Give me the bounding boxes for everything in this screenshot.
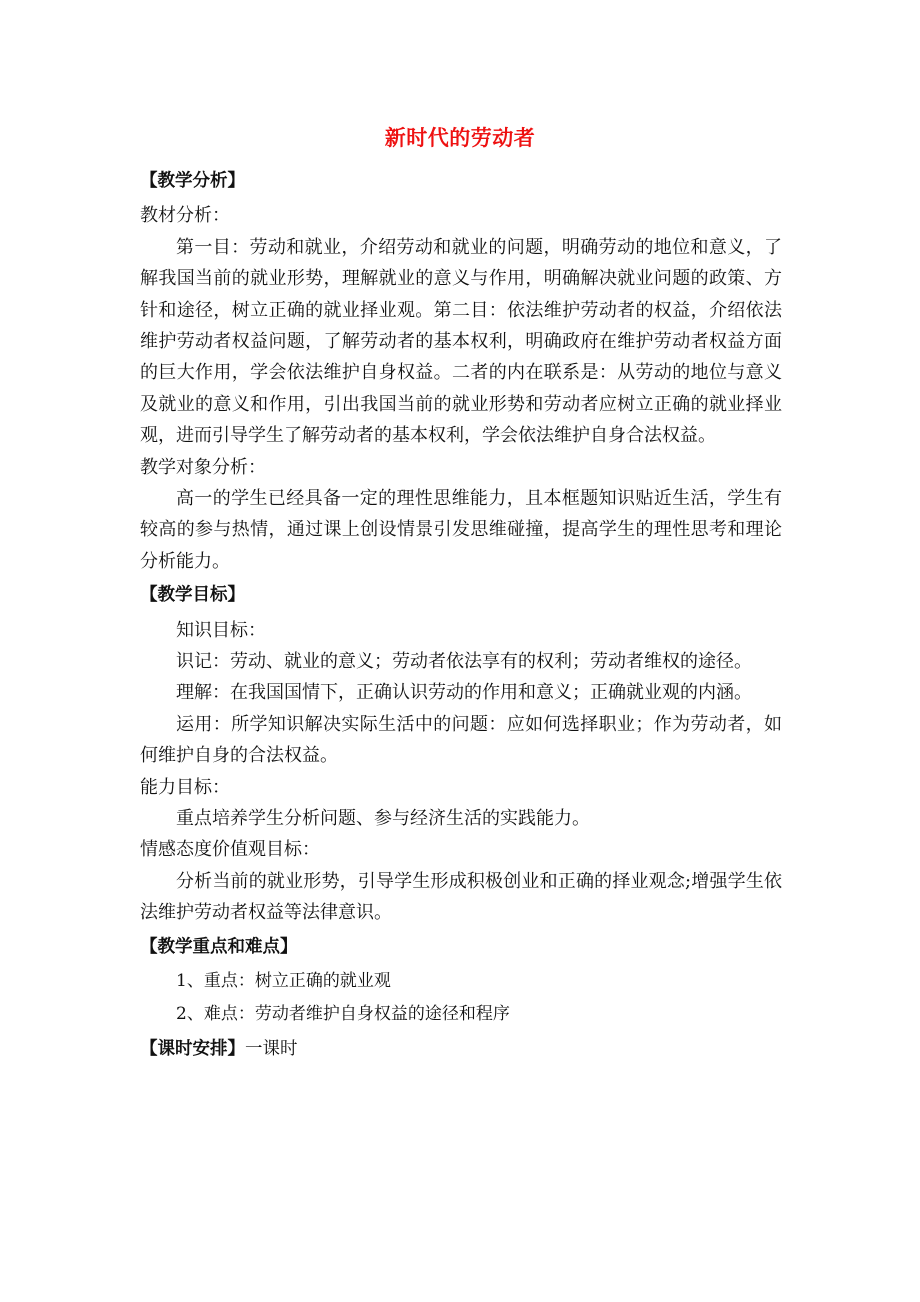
knowledge-understand: 理解：在我国国情下，正确认识劳动的作用和意义；正确就业观的内涵。 [176, 682, 752, 704]
emotion-goal-paragraph: 分析当前的就业形势，引导学生形成积极创业和正确的择业观念;增强学生依法维护劳动者权益等法律意识。 [140, 870, 782, 924]
section-heading-analysis: 【教学分析】 [140, 171, 245, 191]
section-heading-goals: 【教学目标】 [140, 585, 245, 606]
document-title: 新时代的劳动者 [384, 126, 536, 150]
student-analysis-paragraph: 高一的学生已经具备一定的理性思维能力，且本框题知识贴近生活，学生有较高的参与热情，通过课上创设情景引发思维碰撞，提高学生的理性思考和理论分析能力。 [140, 488, 782, 572]
section-heading-keypoints: 【教学重点和难点】 [140, 936, 298, 957]
document-body [140, 163, 782, 1068]
knowledge-goal-label: 知识目标： [176, 619, 266, 641]
keypoint-item: 1、重点：树立正确的就业观 [176, 970, 391, 991]
textbook-analysis-label: 教材分析： [140, 205, 230, 227]
schedule-heading-label: 【课时安排】 [140, 1038, 245, 1059]
emotion-goal-label: 情感态度价值观目标： [140, 839, 320, 861]
ability-goal-label: 能力目标： [140, 776, 230, 798]
schedule-value: 一课时 [245, 1038, 298, 1059]
knowledge-apply: 运用：所学知识解决实际生活中的问题：应如何选择职业；作为劳动者，如何维护自身的合法权益。 [140, 713, 782, 767]
textbook-analysis-paragraph: 第一目：劳动和就业，介绍劳动和就业的问题，明确劳动的地位和意义，了解我国当前的就业形势，理解就业的意义与作用，明确解决就业问题的政策、方针和途径，树立正确的就业择业观。第二目：依法维护劳动者的权益，介绍依法维护劳动者权益问题，了解劳动者的基本权利，明确政府在维护劳动者权益方面的巨大作用，学会依法维护自身权益。二者的内在联系是：从劳动的地位与意义及就业的意义和作用，引出我国当前的就业形势和劳动者应树立正确的就业择业观，进而引导学生了解劳动者的基本权利，学会依法维护自身合法权益。 [140, 236, 782, 447]
knowledge-recall: 识记：劳动、就业的意义；劳动者依法享有的权利；劳动者维权的途径。 [176, 651, 752, 673]
student-analysis-label: 教学对象分析： [140, 456, 266, 478]
difficulty-item: 2、难点：劳动者维护自身权益的途径和程序 [176, 1004, 510, 1025]
section-heading-schedule [140, 1034, 782, 1065]
ability-goal-text: 重点培养学生分析问题、参与经济生活的实践能力。 [176, 808, 590, 829]
